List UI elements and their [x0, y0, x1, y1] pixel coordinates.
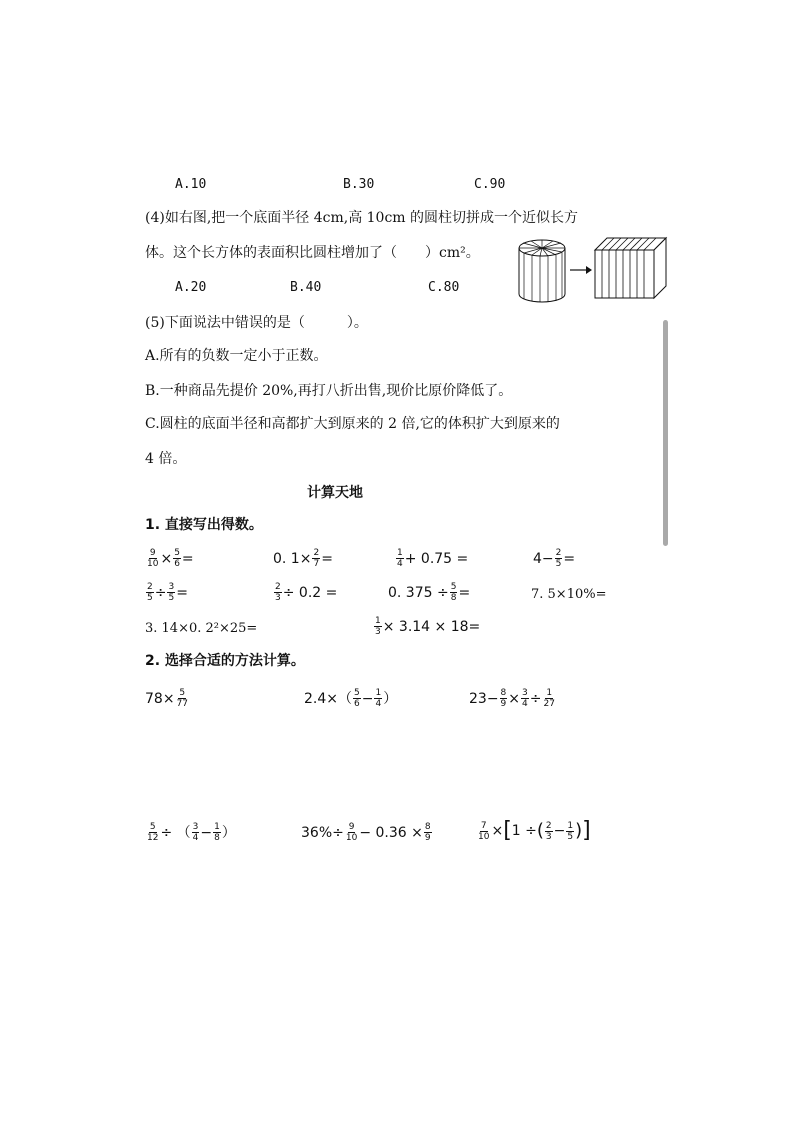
section-title: 计算天地	[307, 485, 363, 501]
q5-option-c-line1: C.圆柱的底面半径和高都扩大到原来的 2 倍,它的体积扩大到原来的	[145, 416, 560, 432]
cylinder-to-cuboid-figure	[516, 234, 670, 306]
q5-option-c-line2: 4 倍。	[145, 451, 187, 467]
q3-option-a: A.10	[175, 177, 207, 192]
part1-heading: 1. 直接写出得数。	[145, 517, 263, 533]
part2-heading: 2. 选择合适的方法计算。	[145, 653, 305, 669]
expr-8: 7. 5×10%=	[531, 587, 607, 602]
q3-option-c: C.90	[474, 177, 506, 192]
q4-option-b: B.40	[290, 280, 322, 295]
calc-6: $\frac{7}{10}$ × [ 1 ÷ ( $\frac{2}{3}$ − $\frac{1}{5}$ ) ]	[478, 818, 591, 843]
cuboid-icon	[595, 238, 666, 298]
cylinder-icon	[519, 240, 565, 302]
q4-option-a: A.20	[175, 280, 207, 295]
q4-option-c: C.80	[428, 280, 460, 295]
expr-2: 0. 1× $\frac{2}{7}$ =	[273, 548, 333, 569]
arrow-icon	[570, 266, 592, 274]
expr-9: 3. 14×0. 2²×25=	[145, 621, 258, 636]
calc-1: 78× $\frac{5}{77}$	[145, 688, 188, 709]
scrollbar-thumb[interactable]	[663, 320, 668, 546]
expr-4: 4− $\frac{2}{5}$ =	[533, 548, 576, 569]
expr-3: $\frac{1}{4}$ + 0.75 =	[397, 548, 469, 569]
calc-5: 36%÷ $\frac{9}{10}$ − 0.36 × $\frac{8}{9}$	[301, 822, 431, 843]
q5-option-a: A.所有的负数一定小于正数。	[145, 348, 328, 364]
expr-10: $\frac{1}{3}$ × 3.14 × 18=	[375, 616, 481, 637]
expr-7: 0. 375 ÷ $\frac{5}{8}$ =	[388, 582, 471, 603]
expr-5: $\frac{2}{5}$ ÷ $\frac{3}{5}$ =	[147, 582, 188, 603]
q4-line1: (4)如右图,把一个底面半径 4cm,高 10cm 的圆柱切拼成一个近似长方	[145, 210, 579, 226]
q5-stem: (5)下面说法中错误的是（ ）。	[145, 315, 368, 331]
expr-6: $\frac{2}{3}$ ÷ 0.2 =	[275, 582, 338, 603]
calc-2: 2.4×（ $\frac{5}{6}$ − $\frac{1}{4}$ ）	[304, 688, 398, 709]
expr-1: $\frac{9}{10}$ × $\frac{5}{6}$ =	[147, 548, 194, 569]
calc-4: $\frac{5}{12}$ ÷ （ $\frac{3}{4}$ − $\frac{1}{8}$ ）	[147, 822, 236, 843]
calc-3: 23− $\frac{8}{9}$ × $\frac{3}{4}$ ÷ $\frac{1}{27}$	[469, 688, 555, 709]
q4-line2: 体。这个长方体的表面积比圆柱增加了（ ）cm²。	[145, 245, 480, 261]
q5-option-b: B.一种商品先提价 20%,再打八折出售,现价比原价降低了。	[145, 383, 513, 399]
q3-option-b: B.30	[343, 177, 375, 192]
